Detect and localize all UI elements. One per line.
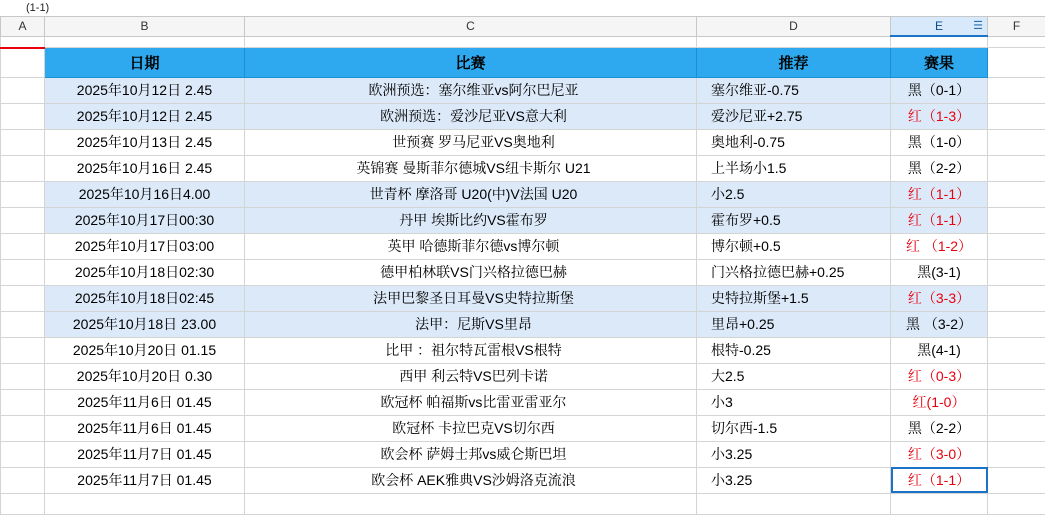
cell-pick[interactable]: 小3.25	[697, 467, 891, 493]
table-row	[1, 363, 1045, 389]
cell-d-empty[interactable]	[697, 493, 891, 514]
table-row	[1, 77, 1045, 103]
cell-result[interactable]: 红（1-1）	[891, 207, 988, 233]
table-row	[1, 467, 1045, 493]
cell-f[interactable]	[988, 129, 1045, 155]
cell-match[interactable]: 比甲 ：祖尔特瓦雷根VS根特	[245, 337, 697, 363]
cell-a[interactable]	[1, 259, 45, 285]
cell-a[interactable]	[1, 311, 45, 337]
cell-result[interactable]: 红（0-3）	[891, 363, 988, 389]
column-header-a[interactable]: A	[1, 17, 45, 37]
column-header-e[interactable]	[891, 17, 988, 37]
cell-pick[interactable]: 小3	[697, 389, 891, 415]
table-row	[1, 311, 1045, 337]
cell-a[interactable]	[1, 415, 45, 441]
cell-f[interactable]	[988, 77, 1045, 103]
cell-date[interactable]: 2025年10月16日 2.45	[45, 155, 245, 181]
cell-pick[interactable]: 大2.5	[697, 363, 891, 389]
empty-row	[1, 493, 1045, 514]
cell-date[interactable]: 2025年10月18日02:45	[45, 285, 245, 311]
header-result[interactable]: 赛果	[891, 48, 988, 78]
cell-result[interactable]: 黑（2-2）	[891, 415, 988, 441]
cell-f[interactable]	[988, 155, 1045, 181]
cell-date[interactable]: 2025年10月20日 01.15	[45, 337, 245, 363]
cell-date[interactable]: 2025年10月18日 23.00	[45, 311, 245, 337]
cell-match[interactable]: 欧会杯 萨姆士邦vs威仑斯巴坦	[245, 441, 697, 467]
cell-a[interactable]	[1, 389, 45, 415]
cell-match[interactable]: 欧洲预选：爱沙尼亚VS意大利	[245, 103, 697, 129]
cell-match[interactable]: 英锦赛 曼斯菲尔德城VS纽卡斯尔 U21	[245, 155, 697, 181]
cell-pick[interactable]: 上半场小1.5	[697, 155, 891, 181]
cell-date[interactable]: 2025年11月6日 01.45	[45, 415, 245, 441]
table-row	[1, 207, 1045, 233]
cell-result-active[interactable]: 红（1-1）	[891, 467, 988, 493]
cell-match[interactable]: 世青杯 摩洛哥 U20(中)V法国 U20	[245, 181, 697, 207]
cell-a[interactable]	[1, 155, 45, 181]
cell-date[interactable]: 2025年11月6日 01.45	[45, 389, 245, 415]
top-strip-row	[1, 36, 1045, 48]
table-row	[1, 129, 1045, 155]
column-header-e-label: E	[934, 19, 943, 33]
cell-result[interactable]: 黑（0-1）	[891, 77, 988, 103]
cell-f[interactable]	[988, 467, 1045, 493]
cell-f[interactable]	[988, 233, 1045, 259]
cell-pick[interactable]: 小3.25	[697, 441, 891, 467]
filter-icon[interactable]: ☰	[973, 20, 983, 32]
cell-a[interactable]	[1, 337, 45, 363]
cell-result[interactable]: 黑(3-1)	[891, 259, 988, 285]
header-date[interactable]: 日期	[45, 48, 245, 78]
cell-pick[interactable]: 切尔西-1.5	[697, 415, 891, 441]
cell-pick[interactable]: 博尔顿+0.5	[697, 233, 891, 259]
cell-pick[interactable]: 爱沙尼亚+2.75	[697, 103, 891, 129]
cell-match[interactable]: 法甲巴黎圣日耳曼VS史特拉斯堡	[245, 285, 697, 311]
table-row	[1, 441, 1045, 467]
cell-f[interactable]	[988, 207, 1045, 233]
cell-pick[interactable]: 塞尔维亚-0.75	[697, 77, 891, 103]
cell-c-top[interactable]	[245, 36, 697, 48]
table-row	[1, 285, 1045, 311]
table-row	[1, 259, 1045, 285]
cell-result[interactable]: 黑（1-0）	[891, 129, 988, 155]
table-row	[1, 337, 1045, 363]
cell-e-top[interactable]	[891, 36, 988, 48]
cell-a[interactable]	[1, 363, 45, 389]
cell-e-empty[interactable]	[891, 493, 988, 514]
cell-result[interactable]: 红（3-0）	[891, 441, 988, 467]
cell-f-top[interactable]	[988, 36, 1045, 48]
cell-f[interactable]	[988, 415, 1045, 441]
cell-date[interactable]: 2025年10月12日 2.45	[45, 77, 245, 103]
cell-pick[interactable]: 奥地利-0.75	[697, 129, 891, 155]
cell-pick[interactable]: 史特拉斯堡+1.5	[697, 285, 891, 311]
cell-d-top[interactable]	[697, 36, 891, 48]
header-match[interactable]: 比赛	[245, 48, 697, 78]
cell-result[interactable]: 黑 （3-2）	[891, 311, 988, 337]
cell-date[interactable]: 2025年10月16日4.00	[45, 181, 245, 207]
cell-b-top[interactable]	[45, 36, 245, 48]
cell-date[interactable]: 2025年10月18日02:30	[45, 259, 245, 285]
cell-pick[interactable]: 里昂+0.25	[697, 311, 891, 337]
cell-a[interactable]	[1, 103, 45, 129]
cell-date[interactable]: 2025年10月13日 2.45	[45, 129, 245, 155]
table-row	[1, 389, 1045, 415]
cell-a-header[interactable]	[1, 48, 45, 78]
cell-a[interactable]	[1, 181, 45, 207]
cell-f-header[interactable]	[988, 48, 1045, 78]
cell-date[interactable]: 2025年11月7日 01.45	[45, 467, 245, 493]
cell-match[interactable]: 欧冠杯 卡拉巴克VS切尔西	[245, 415, 697, 441]
cell-date[interactable]: 2025年10月17日00:30	[45, 207, 245, 233]
cell-match[interactable]: 西甲 利云特VS巴列卡诺	[245, 363, 697, 389]
column-header-f[interactable]: F	[988, 17, 1045, 37]
cell-a[interactable]	[1, 207, 45, 233]
cell-pick[interactable]: 小2.5	[697, 181, 891, 207]
cell-match[interactable]: 欧会杯 AEK雅典VS沙姆洛克流浪	[245, 467, 697, 493]
cell-result[interactable]: 黑（2-2）	[891, 155, 988, 181]
cell-a-top[interactable]	[1, 36, 45, 48]
cell-result[interactable]: 红(1-0）	[891, 389, 988, 415]
cell-f[interactable]	[988, 259, 1045, 285]
cell-a[interactable]	[1, 77, 45, 103]
table-row	[1, 181, 1045, 207]
cell-date[interactable]: 2025年10月20日 0.30	[45, 363, 245, 389]
cell-result[interactable]: 黑(4-1)	[891, 337, 988, 363]
cell-date[interactable]: 2025年10月17日03:00	[45, 233, 245, 259]
column-header-d[interactable]: D	[697, 17, 891, 37]
name-box: (1-1)	[26, 2, 50, 14]
cell-match[interactable]: 欧洲预选：塞尔维亚vs阿尔巴尼亚	[245, 77, 697, 103]
cell-pick[interactable]: 霍布罗+0.5	[697, 207, 891, 233]
cell-result[interactable]: 红（1-3）	[891, 103, 988, 129]
cell-c-empty[interactable]	[245, 493, 697, 514]
column-header-row	[1, 17, 1045, 37]
table-row	[1, 103, 1045, 129]
cell-result[interactable]: 红 （1-2）	[891, 233, 988, 259]
cell-a[interactable]	[1, 467, 45, 493]
cell-a[interactable]	[1, 285, 45, 311]
cell-f-empty[interactable]	[988, 493, 1045, 514]
cell-f[interactable]	[988, 103, 1045, 129]
cell-f[interactable]	[988, 363, 1045, 389]
cell-a[interactable]	[1, 129, 45, 155]
table-row	[1, 415, 1045, 441]
cell-f[interactable]	[988, 441, 1045, 467]
cell-match[interactable]: 欧冠杯 帕福斯vs比雷亚雷亚尔	[245, 389, 697, 415]
column-header-b[interactable]: B	[45, 17, 245, 37]
cell-f[interactable]	[988, 337, 1045, 363]
column-header-c[interactable]: C	[245, 17, 697, 37]
cell-a-empty[interactable]	[1, 493, 45, 514]
sheet-grid	[0, 16, 1045, 515]
cell-date[interactable]: 2025年10月12日 2.45	[45, 103, 245, 129]
cell-a[interactable]	[1, 441, 45, 467]
cell-pick[interactable]: 根特-0.25	[697, 337, 891, 363]
cell-match[interactable]: 世预赛 罗马尼亚VS奥地利	[245, 129, 697, 155]
cell-b-empty[interactable]	[45, 493, 245, 514]
cell-f[interactable]	[988, 181, 1045, 207]
cell-match[interactable]: 英甲 哈德斯菲尔德vs博尔顿	[245, 233, 697, 259]
cell-f[interactable]	[988, 311, 1045, 337]
cell-pick[interactable]: 门兴格拉德巴赫+0.25	[697, 259, 891, 285]
cell-a[interactable]	[1, 233, 45, 259]
table-row	[1, 155, 1045, 181]
cell-match[interactable]: 丹甲 埃斯比约VS霍布罗	[245, 207, 697, 233]
cell-match[interactable]: 德甲柏林联VS门兴格拉德巴赫	[245, 259, 697, 285]
table-row	[1, 233, 1045, 259]
cell-result[interactable]: 红（1-1）	[891, 181, 988, 207]
header-pick[interactable]: 推荐	[697, 48, 891, 78]
cell-f[interactable]	[988, 389, 1045, 415]
cell-date[interactable]: 2025年11月7日 01.45	[45, 441, 245, 467]
cell-f[interactable]	[988, 285, 1045, 311]
cell-result[interactable]: 红（3-3）	[891, 285, 988, 311]
cell-match[interactable]: 法甲：尼斯VS里昂	[245, 311, 697, 337]
table-header-row	[1, 48, 1045, 78]
